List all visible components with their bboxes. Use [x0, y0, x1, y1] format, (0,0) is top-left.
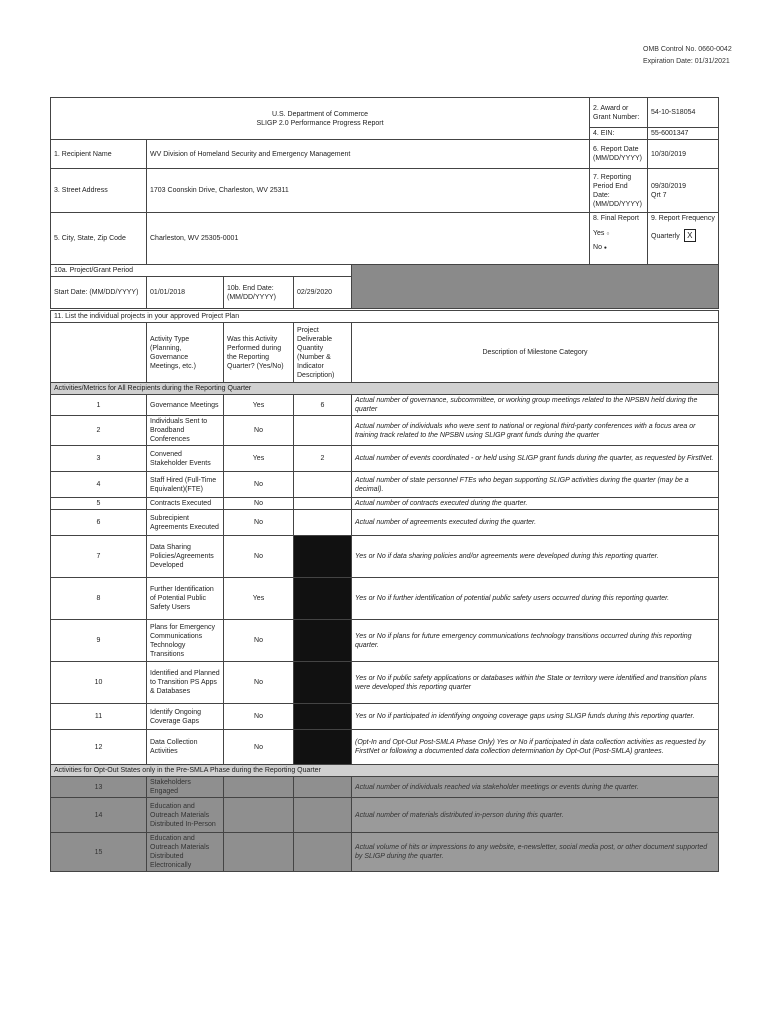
activity-performed: Yes: [224, 578, 294, 620]
table-row: [51, 578, 719, 620]
table-row: [51, 472, 719, 498]
milestone-description: Yes or No if data sharing policies and/or agreements were developed during this reporting quarter.: [352, 536, 719, 578]
deliverable-quantity: [294, 510, 352, 536]
reporting-period-cell: [648, 169, 719, 213]
deliverable-quantity: [294, 536, 352, 578]
activity-performed: No: [224, 662, 294, 704]
deliverable-quantity: [294, 798, 352, 833]
activity-type: Education and Outreach Materials Distributed In-Person: [147, 798, 224, 833]
row-number: 8: [51, 578, 147, 620]
row-number: 7: [51, 536, 147, 578]
start-date-label: Start Date: (MM/DD/YYYY): [51, 277, 147, 309]
table-row: [51, 833, 719, 872]
activity-performed: [224, 833, 294, 872]
header-table: [50, 97, 719, 265]
blank-header-cell: [51, 323, 147, 383]
row-number: 13: [51, 777, 147, 798]
milestone-description-header: Description of Milestone Category: [352, 323, 719, 383]
quarterly-checkbox[interactable]: X: [684, 229, 696, 242]
activity-performed: Yes: [224, 446, 294, 472]
milestone-description: Yes or No if public safety applications or databases within the State or territory were identified and transition plans were developed this reporting quarter: [352, 662, 719, 704]
report-date-label: 6. Report Date (MM/DD/YYYY): [590, 140, 648, 169]
final-report-cell: [590, 213, 648, 265]
ein-value: 55-6001347: [648, 128, 719, 140]
recipient-name-value: WV Division of Homeland Security and Emergency Management: [147, 140, 590, 169]
milestone-description: Actual number of governance, subcommittee, or working group meetings related to the NPSBN held during the quarter: [352, 395, 719, 416]
activity-type: Identified and Planned to Transition PS Apps & Databases: [147, 662, 224, 704]
table-row: [51, 395, 719, 416]
activity-type: Data Collection Activities: [147, 730, 224, 765]
milestone-description: (Opt-In and Opt-Out Post-SMLA Phase Only) Yes or No if participated in data collection activities as requested by FirstNet or following a documented data collection determination by Opt-Out (Post-SMLA) grantees.: [352, 730, 719, 765]
activity-type-header: Activity Type (Planning, Governance Meetings, etc.): [147, 323, 224, 383]
activity-type: Identify Ongoing Coverage Gaps: [147, 704, 224, 730]
deliverable-quantity: [294, 730, 352, 765]
final-report-no: No: [593, 244, 602, 251]
milestone-description: Actual number of agreements executed during the quarter.: [352, 510, 719, 536]
row-number: 6: [51, 510, 147, 536]
deliverable-quantity: [294, 472, 352, 498]
table-row: [51, 536, 719, 578]
activity-performed: No: [224, 704, 294, 730]
row-number: 14: [51, 798, 147, 833]
activity-type: Subrecipient Agreements Executed: [147, 510, 224, 536]
city-state-zip-value: Charleston, WV 25305-0001: [147, 213, 590, 265]
table-row: [51, 446, 719, 472]
activity-performed: No: [224, 472, 294, 498]
milestone-description: Actual number of events coordinated - or held using SLIGP grant funds during the quarter, as requested by FirstNet.: [352, 446, 719, 472]
activity-type: Governance Meetings: [147, 395, 224, 416]
activity-type: Contracts Executed: [147, 498, 224, 510]
milestone-description: Actual volume of hits or impressions to any website, e-newsletter, social media post, or other document supported by SLIGP during the quarter.: [352, 833, 719, 872]
deliverable-quantity-header: Project Deliverable Quantity (Number & Indicator Description): [294, 323, 352, 383]
projects-list-label: 11. List the individual projects in your approved Project Plan: [51, 311, 719, 323]
row-number: 1: [51, 395, 147, 416]
report-frequency-cell: [648, 213, 719, 265]
deliverable-quantity: [294, 578, 352, 620]
table-row: [51, 730, 719, 765]
award-label: 2. Award or Grant Number:: [590, 98, 648, 128]
table-row: [51, 498, 719, 510]
activity-type: Plans for Emergency Communications Technology Transitions: [147, 620, 224, 662]
activity-type: Individuals Sent to Broadband Conferences: [147, 416, 224, 446]
street-address-value: 1703 Coonskin Drive, Charleston, WV 25311: [147, 169, 590, 213]
ein-label: 4. EIN:: [590, 128, 648, 140]
milestone-description: Actual number of individuals who were sent to national or regional third-party conferences with a focus area or training track related to the NPSBN using SLIGP grant funds during the quarter: [352, 416, 719, 446]
grant-period-label: 10a. Project/Grant Period: [51, 265, 352, 277]
activity-performed: No: [224, 620, 294, 662]
milestone-description: Yes or No if plans for future emergency communications technology transitions occurred during this reporting quarter.: [352, 620, 719, 662]
activity-performed: Yes: [224, 395, 294, 416]
deliverable-quantity: [294, 777, 352, 798]
report-frequency-label: 9. Report Frequency: [651, 215, 715, 222]
activity-type: Data Sharing Policies/Agreements Developed: [147, 536, 224, 578]
activity-performed: No: [224, 536, 294, 578]
table-row: [51, 416, 719, 446]
omb-expiration-date: Expiration Date: 01/31/2021: [643, 58, 730, 65]
activity-performed: [224, 798, 294, 833]
activity-performed: No: [224, 416, 294, 446]
row-number: 10: [51, 662, 147, 704]
deliverable-quantity: 6: [294, 395, 352, 416]
report-title: SLIGP 2.0 Performance Progress Report: [256, 119, 384, 127]
reporting-period-value: 09/30/2019: [651, 182, 687, 190]
table-row: [51, 777, 719, 798]
milestone-description: Yes or No if further identification of potential public safety users occurred during this reporting quarter.: [352, 578, 719, 620]
milestone-description: Yes or No if participated in identifying ongoing coverage gaps using SLIGP funds during this reporting quarter.: [352, 704, 719, 730]
start-date-value: 01/01/2018: [147, 277, 224, 309]
row-number: 15: [51, 833, 147, 872]
activity-performed: No: [224, 730, 294, 765]
row-number: 5: [51, 498, 147, 510]
projects-table: [50, 310, 719, 872]
milestone-description: Actual number of contracts executed during the quarter.: [352, 498, 719, 510]
activity-performed-header: Was this Activity Performed during the Reporting Quarter? (Yes/No): [224, 323, 294, 383]
recipient-name-label: 1. Recipient Name: [51, 140, 147, 169]
deliverable-quantity: [294, 416, 352, 446]
activity-type: Education and Outreach Materials Distributed Electronically: [147, 833, 224, 872]
deliverable-quantity: [294, 662, 352, 704]
row-number: 3: [51, 446, 147, 472]
row-number: 2: [51, 416, 147, 446]
activity-type: Stakeholders Engaged: [147, 777, 224, 798]
deliverable-quantity: [294, 620, 352, 662]
table-row: [51, 510, 719, 536]
department-name: U.S. Department of Commerce: [271, 110, 369, 118]
table-row: [51, 798, 719, 833]
row-number: 11: [51, 704, 147, 730]
milestone-description: Actual number of individuals reached via stakeholder meetings or events during the quarter.: [352, 777, 719, 798]
activity-type: Further Identification of Potential Public Safety Users: [147, 578, 224, 620]
activity-performed: No: [224, 510, 294, 536]
activity-type: Staff Hired (Full-Time Equivalent)(FTE): [147, 472, 224, 498]
omb-control-number: OMB Control No. 0660-0042: [643, 46, 732, 53]
deliverable-quantity: [294, 833, 352, 872]
row-number: 12: [51, 730, 147, 765]
report-date-value: 10/30/2019: [648, 140, 719, 169]
end-date-label: 10b. End Date: (MM/DD/YYYY): [224, 277, 294, 309]
deliverable-quantity: [294, 498, 352, 510]
reporting-period-label: 7. Reporting Period End Date: (MM/DD/YYYY): [590, 169, 648, 213]
row-number: 9: [51, 620, 147, 662]
final-report-yes: Yes: [593, 230, 605, 237]
radio-icon[interactable]: ●: [603, 245, 607, 251]
activity-performed: [224, 777, 294, 798]
city-state-zip-label: 5. City, State, Zip Code: [51, 213, 147, 265]
row-number: 4: [51, 472, 147, 498]
radio-icon[interactable]: ○: [606, 231, 610, 237]
milestone-description: Actual number of materials distributed in-person during this quarter.: [352, 798, 719, 833]
street-address-label: 3. Street Address: [51, 169, 147, 213]
deliverable-quantity: 2: [294, 446, 352, 472]
section-all-recipients: Activities/Metrics for All Recipients during the Reporting Quarter: [51, 383, 719, 395]
shaded-cell: [352, 265, 719, 309]
report-title-cell: [51, 98, 590, 140]
report-frequency-value: Quarterly: [651, 233, 680, 240]
milestone-description: Actual number of state personnel FTEs who began supporting SLIGP activities during the quarter (may be a decimal).: [352, 472, 719, 498]
table-row: [51, 704, 719, 730]
award-value: 54-10-S18054: [648, 98, 719, 128]
section-opt-out-states: Activities for Opt-Out States only in the Pre-SMLA Phase during the Reporting Quarter: [51, 765, 719, 777]
final-report-label: 8. Final Report: [593, 215, 639, 222]
grant-period-table: [50, 264, 719, 309]
reporting-period-quarter: Qrt 7: [651, 191, 667, 199]
table-row: [51, 620, 719, 662]
deliverable-quantity: [294, 704, 352, 730]
table-row: [51, 662, 719, 704]
end-date-value: 02/29/2020: [294, 277, 352, 309]
activity-type: Convened Stakeholder Events: [147, 446, 224, 472]
activity-performed: No: [224, 498, 294, 510]
omb-info: [643, 44, 732, 68]
